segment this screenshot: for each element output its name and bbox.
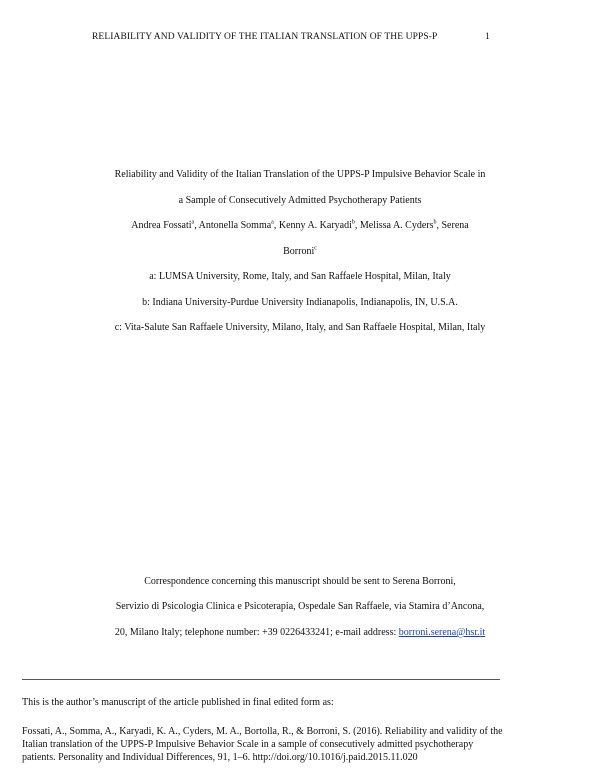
running-head: RELIABILITY AND VALIDITY OF THE ITALIAN TRANSLATION OF THE UPPS-P — [92, 32, 438, 42]
author-2: Antonella Somma$^a$, — [198, 219, 279, 231]
page-number: 1 — [485, 32, 490, 42]
author-3: Kenny A. Karyadi$^b$, — [278, 219, 360, 231]
citation — [22, 725, 582, 764]
affiliation-c: c: Vita-Salute San Raffaele University, Milano, Italy, and San Raffaele Hospital, Milan, Italy — [114, 322, 486, 333]
affiliation-a: a: LUMSA University, Rome, Italy, and San Raffaele Hospital, Milan, Italy — [149, 271, 451, 282]
author-list — [0, 220, 600, 231]
affiliation-b: b: Indiana University-Purdue University Indianapolis, Indianapolis, IN, U.S.A. — [142, 297, 458, 308]
citation-line-3: patients. Personality and Individual Differences, 91, 1–6. http://doi.org/10.1016/j.paid.2015.11.020 — [22, 752, 418, 763]
author-list-continued: Borroni$^c$ — [283, 245, 317, 257]
correspondence-line-1: Correspondence concerning this manuscript should be sent to Serena Borroni, — [144, 576, 456, 587]
author-1: Andrea Fossati$^a$, — [131, 219, 199, 231]
citation-line-1: Fossati, A., Somma, A., Karyadi, K. A., Cyders, M. A., Bortolla, R., & Borroni, S. (2016). Reliability and validity of the — [22, 726, 503, 737]
author-4: Melissa A. Cyders$^b$, Serena — [359, 219, 469, 231]
email-link[interactable]: borroni.serena@hsr.it — [398, 627, 486, 638]
citation-line-2: Italian translation of the UPPS-P Impulsive Behavior Scale in a sample of consecutively admitted psychotherapy — [22, 739, 474, 750]
footnote-divider — [22, 679, 500, 680]
correspondence-line-3: 20, Milano Italy; telephone number: +39 0226433241; e-mail address: borroni.serena@hsr.it — [114, 627, 486, 638]
title-line-2: a Sample of Consecutively Admitted Psychotherapy Patients — [178, 195, 422, 206]
manuscript-note: This is the author’s manuscript of the article published in final edited form as: — [22, 697, 334, 708]
correspondence-line-2: Servizio di Psicologia Clinica e Psicoterapia, Ospedale San Raffaele, via Stamira d’Ancona, — [115, 601, 485, 612]
title-line-1: Reliability and Validity of the Italian Translation of the UPPS-P Impulsive Behavior Scale in — [114, 169, 486, 180]
